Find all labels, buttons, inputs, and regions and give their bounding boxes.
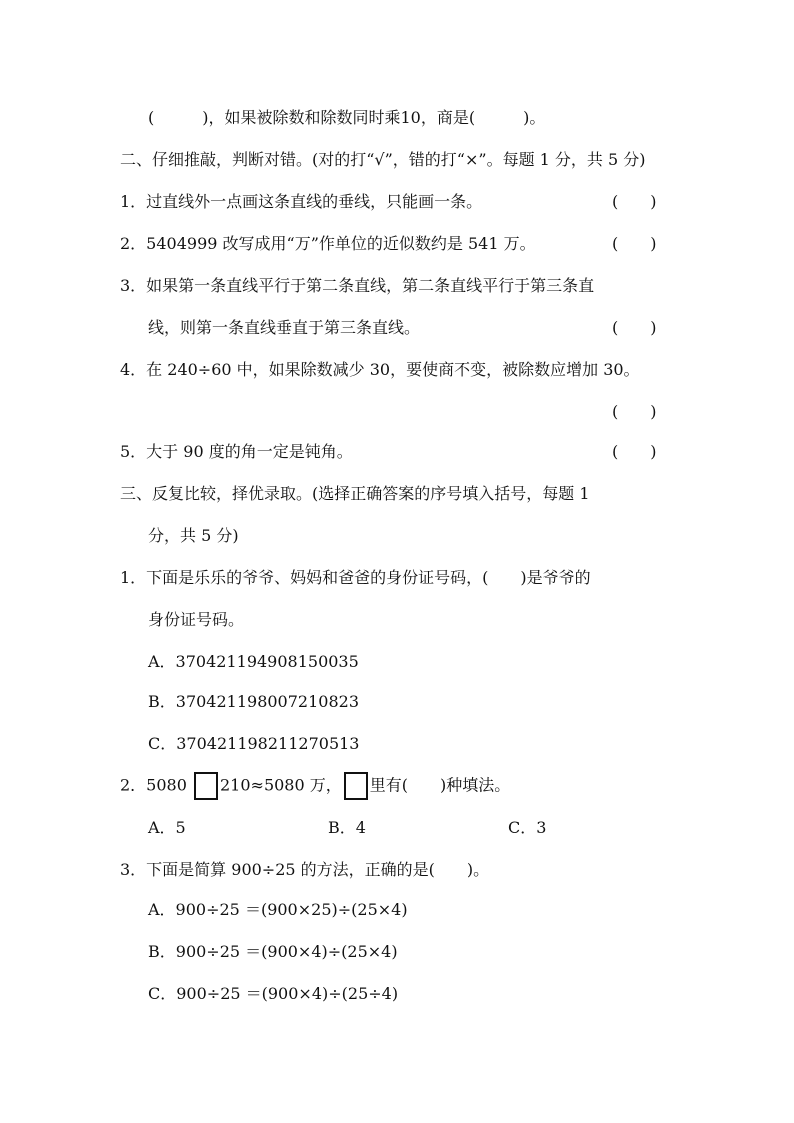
section-3-title-a: 三、反复比较，择优录取。(选择正确答案的序号填入括号，每题 1	[120, 484, 590, 503]
choice-1-text-b: 身份证号码。	[148, 610, 245, 629]
choice-1-text-a: 1．下面是乐乐的爷爷、妈妈和爸爸的身份证号码，( )是爷爷的	[120, 568, 591, 587]
choice-3-option-b[interactable]: B．900÷25 ＝(900×4)÷(25×4)	[148, 942, 398, 961]
judge-4-paren[interactable]: ( )	[612, 402, 657, 421]
choice-2-option-b[interactable]: B．4	[328, 818, 366, 837]
choice-2-option-c[interactable]: C．3	[508, 818, 547, 837]
choice-1-option-c[interactable]: C．370421198211270513	[148, 734, 360, 753]
choice-3-option-a[interactable]: A．900÷25 ＝(900×25)÷(25×4)	[148, 900, 408, 919]
judge-5-text: 5．大于 90 度的角一定是钝角。	[120, 442, 353, 461]
blank-box[interactable]	[194, 772, 218, 800]
judge-1-text: 1．过直线外一点画这条直线的垂线，只能画一条。	[120, 192, 483, 211]
judge-4-text: 4．在 240÷60 中，如果除数减少 30，要使商不变，被除数应增加 30。	[120, 360, 640, 379]
choice-1-option-b[interactable]: B．370421198007210823	[148, 692, 359, 711]
judge-3-paren[interactable]: ( )	[612, 318, 657, 337]
judge-3-text-a: 3．如果第一条直线平行于第二条直线，第二条直线平行于第三条直	[120, 276, 595, 295]
judge-5-paren[interactable]: ( )	[612, 442, 657, 461]
choice-2-middle: 210≈5080 万，	[220, 775, 342, 795]
judge-2-text: 2．5404999 改写成用“万”作单位的近似数约是 541 万。	[120, 234, 536, 253]
choice-1-option-a[interactable]: A．370421194908150035	[148, 652, 359, 671]
choice-2-suffix: 里有( )种填法。	[369, 775, 511, 795]
blank-box-reference	[344, 772, 368, 800]
choice-2-option-a[interactable]: A．5	[148, 818, 186, 837]
judge-3-text-b: 线，则第一条直线垂直于第三条直线。	[148, 318, 421, 337]
choice-3-option-c[interactable]: C．900÷25 ＝(900×4)÷(25÷4)	[148, 984, 399, 1003]
fill-blank-continuation: ( )，如果被除数和除数同时乘10，商是( )。	[148, 108, 546, 127]
section-2-title: 二、仔细推敲，判断对错。(对的打“√”，错的打“×”。每题 1 分，共 5 分)	[120, 150, 646, 169]
choice-2-prefix: 2．5080	[120, 775, 187, 795]
judge-1-paren[interactable]: ( )	[612, 192, 657, 211]
choice-3-text: 3．下面是简算 900÷25 的方法，正确的是( )。	[120, 860, 490, 879]
judge-2-paren[interactable]: ( )	[612, 234, 657, 253]
choice-2-text	[120, 772, 510, 800]
section-3-title-b: 分，共 5 分)	[148, 526, 239, 545]
